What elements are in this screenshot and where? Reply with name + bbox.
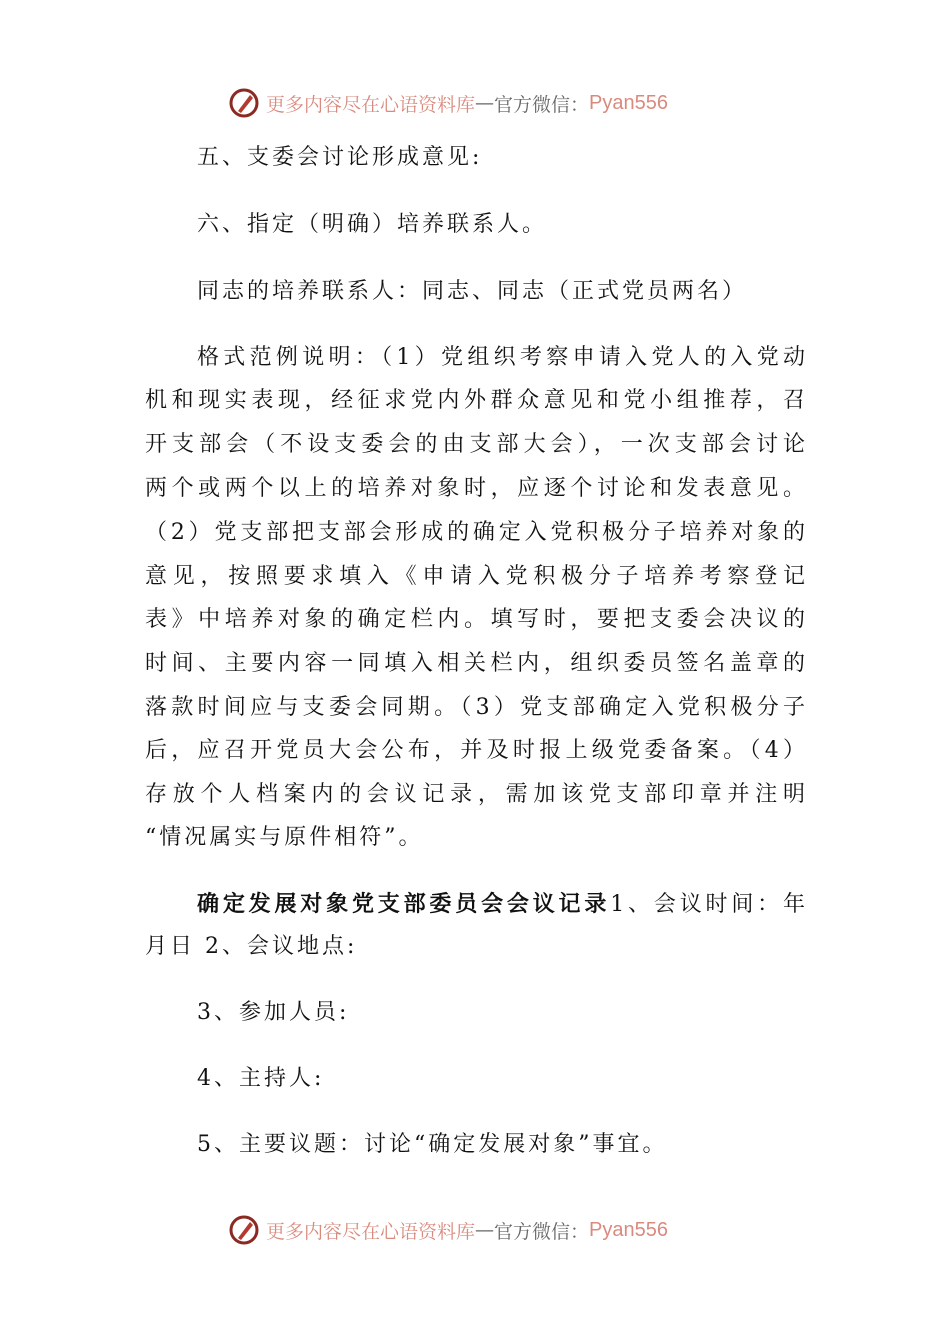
text-line: 4、主持人: — [197, 1066, 325, 1091]
text-span: 1、会议时间：年 — [610, 892, 805, 917]
text-line: 意见，按照要求填入《申请入党积极分子培养考察登记 — [145, 564, 805, 589]
pen-logo-icon — [228, 1214, 260, 1246]
watermark-site: 更多内容尽在心语资料库 — [266, 1220, 476, 1243]
watermark-wechat-label: 官方微信： — [494, 93, 590, 116]
text-line: 两个或两个以上的培养对象时，应逐个讨论和发表意见。 — [145, 476, 805, 501]
text-line: 表》中培养对象的确定栏内。填写时，要把支委会决议的 — [145, 607, 805, 632]
text-line: 机和现实表现，经征求党内外群众意见和党小组推荐，召 — [145, 388, 805, 413]
pen-logo-icon — [228, 87, 260, 119]
watermark-dash: — — [475, 92, 495, 114]
text-line: 五、支委会讨论形成意见: — [197, 145, 483, 170]
watermark-wechat-id: Pyan556 — [589, 91, 668, 114]
text-line: 时间、主要内容一同填入相关栏内，组织委员签名盖章的 — [145, 651, 805, 676]
text-line: “情况属实与原件相符”。 — [145, 825, 424, 850]
watermark-wechat-id: Pyan556 — [589, 1218, 668, 1241]
watermark-wechat-label: 官方微信： — [494, 1220, 590, 1243]
text-line: 存放个人档案内的会议记录，需加该党支部印章并注明 — [145, 782, 805, 807]
watermark-header — [228, 86, 668, 120]
text-line: 同志的培养联系人：同志、同志（正式党员两名） — [197, 279, 748, 304]
text-line — [197, 889, 805, 920]
text-line: 落款时间应与支委会同期。（3）党支部确定入党积极分子 — [145, 695, 805, 720]
text-line: 月日 2、会议地点: — [145, 934, 358, 959]
text-line: 5、主要议题：讨论“确定发展对象”事宜。 — [197, 1132, 668, 1157]
text-line: 开支部会（不设支委会的由支部大会），一次支部会讨论 — [145, 432, 805, 457]
section-heading: 确定发展对象党支部委员会会议记录 — [197, 891, 611, 917]
text-line: 后，应召开党员大会公布，并及时报上级党委备案。（4） — [145, 738, 805, 763]
watermark-footer — [228, 1213, 668, 1247]
text-line: （2）党支部把支部会形成的确定入党积极分子培养对象的 — [145, 520, 805, 545]
watermark-site: 更多内容尽在心语资料库 — [266, 93, 476, 116]
text-line: 六、指定（明确）培养联系人。 — [197, 212, 548, 237]
watermark-dash: — — [475, 1219, 495, 1241]
text-line: 格式范例说明：（1）党组织考察申请入党人的入党动 — [197, 345, 805, 370]
text-line: 3、参加人员: — [197, 1000, 350, 1025]
